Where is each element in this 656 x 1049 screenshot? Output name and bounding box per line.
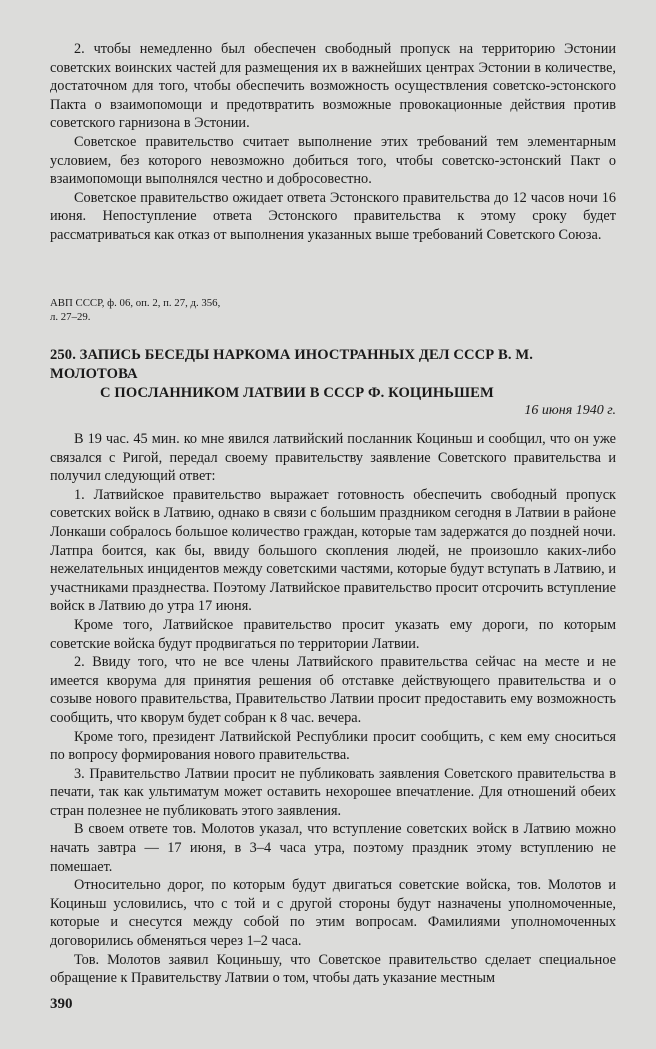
body-paragraph: В 19 час. 45 мин. ко мне явился латвийский посланник Коциньш и сообщил, что он уже связался с Ригой, передал своему правительству заявление Советского правительства и получил следующий ответ:	[50, 431, 616, 485]
document-title	[50, 346, 616, 403]
body-paragraph: 3. Правительство Латвии просит не публиковать заявления Советского правительства в печати, так как ультиматум может оставить нехорошее впечатление. Для отношений обеих стран полезнее не публиковать этого заявления.	[50, 765, 616, 819]
body-paragraph: Кроме того, президент Латвийской Республики просит сообщить, с кем ему сноситься по вопросу формирования нового правительства.	[50, 728, 616, 764]
document-date: 16 июня 1940 г.	[524, 403, 616, 418]
source-line: л. 27–29.	[50, 311, 91, 323]
title-line: С ПОСЛАННИКОМ ЛАТВИИ В СССР Ф. КОЦИНЬШЕМ	[100, 385, 494, 401]
intro-text-block	[50, 40, 616, 245]
intro-paragraph: 2. чтобы немедленно был обеспечен свободный пропуск на территорию Эстонии советских воинских частей для размещения их в важнейших центрах Эстонии в количестве, достаточном для того, чтобы обеспечить возможность осуществления советско-эстонского Пакта о взаимопомощи и предотвратить возможные провокационные действия против советского гарнизона в Эстонии.	[50, 41, 616, 132]
intro-paragraph: Советское правительство считает выполнение этих требований тем элементарным условием, без которого невозможно добиться того, чтобы советско-эстонский Пакт о взаимопомощи выполнялся честно и добросовестно.	[50, 133, 616, 188]
body-paragraph: 1. Латвийское правительство выражает готовность обеспечить свободный пропуск советских войск в Латвию, однако в связи с большим праздником сегодня в Латвии в районе Лонкаши собралось большое количество граждан, которые там задержатся до поздней ночи. Латпра боится, как бы, ввиду большого скопления людей, не произошло каких-либо нежелательных инцидентов между советскими частями, которые будут вступать в Латвию, и участниками празднества. Поэтому Латвийское правительство просит отсрочить вступление войск в Латвию до утра 17 июня.	[50, 486, 616, 615]
archive-source-note	[50, 296, 310, 324]
page-number: 390	[50, 996, 73, 1012]
body-paragraph: Тов. Молотов заявил Коциньшу, что Советское правительство сделает специальное обращение к Правительству Латвии о том, чтобы дать указание местным	[50, 951, 616, 987]
intro-paragraph: Советское правительство ожидает ответа Эстонского правительства до 12 часов ночи 16 июня. Непоступление ответа Эстонского правительства к этому сроку будет рассматриваться как отказ от выполнения указанных выше требований Советского Союза.	[50, 189, 616, 243]
body-paragraph: Относительно дорог, по которым будут двигаться советские войска, тов. Молотов и Коциньш условились, что с той и с другой стороны будут назначены уполномоченные, которые и снесутся между собой по этим вопросам. Фамилиями уполномоченных договорились обменяться через 1–2 часа.	[50, 877, 616, 950]
body-paragraph: 2. Ввиду того, что не все члены Латвийского правительства сейчас на месте и не имеется кворума для принятия решения об отставке действующего правительства и о созыве нового правительства, Правительство Латвии просит предоставить ему возможность сообщить, что кворум будет собран к 8 час. вечера.	[50, 654, 616, 726]
title-line: 250. ЗАПИСЬ БЕСЕДЫ НАРКОМА ИНОСТРАННЫХ ДЕЛ СССР В. М. МОЛОТОВА	[50, 347, 533, 382]
body-paragraph: Кроме того, Латвийское правительство просит указать ему дороги, по которым советские войска будут продвигаться по территории Латвии.	[50, 616, 616, 652]
body-paragraph: В своем ответе тов. Молотов указал, что вступление советских войск в Латвию можно начать завтра — 17 июня, в 3–4 часа утра, поэтому праздник этому вступлению не помешает.	[50, 821, 616, 875]
source-line: АВП СССР, ф. 06, оп. 2, п. 27, д. 356,	[50, 297, 221, 309]
body-text-block	[50, 430, 616, 988]
